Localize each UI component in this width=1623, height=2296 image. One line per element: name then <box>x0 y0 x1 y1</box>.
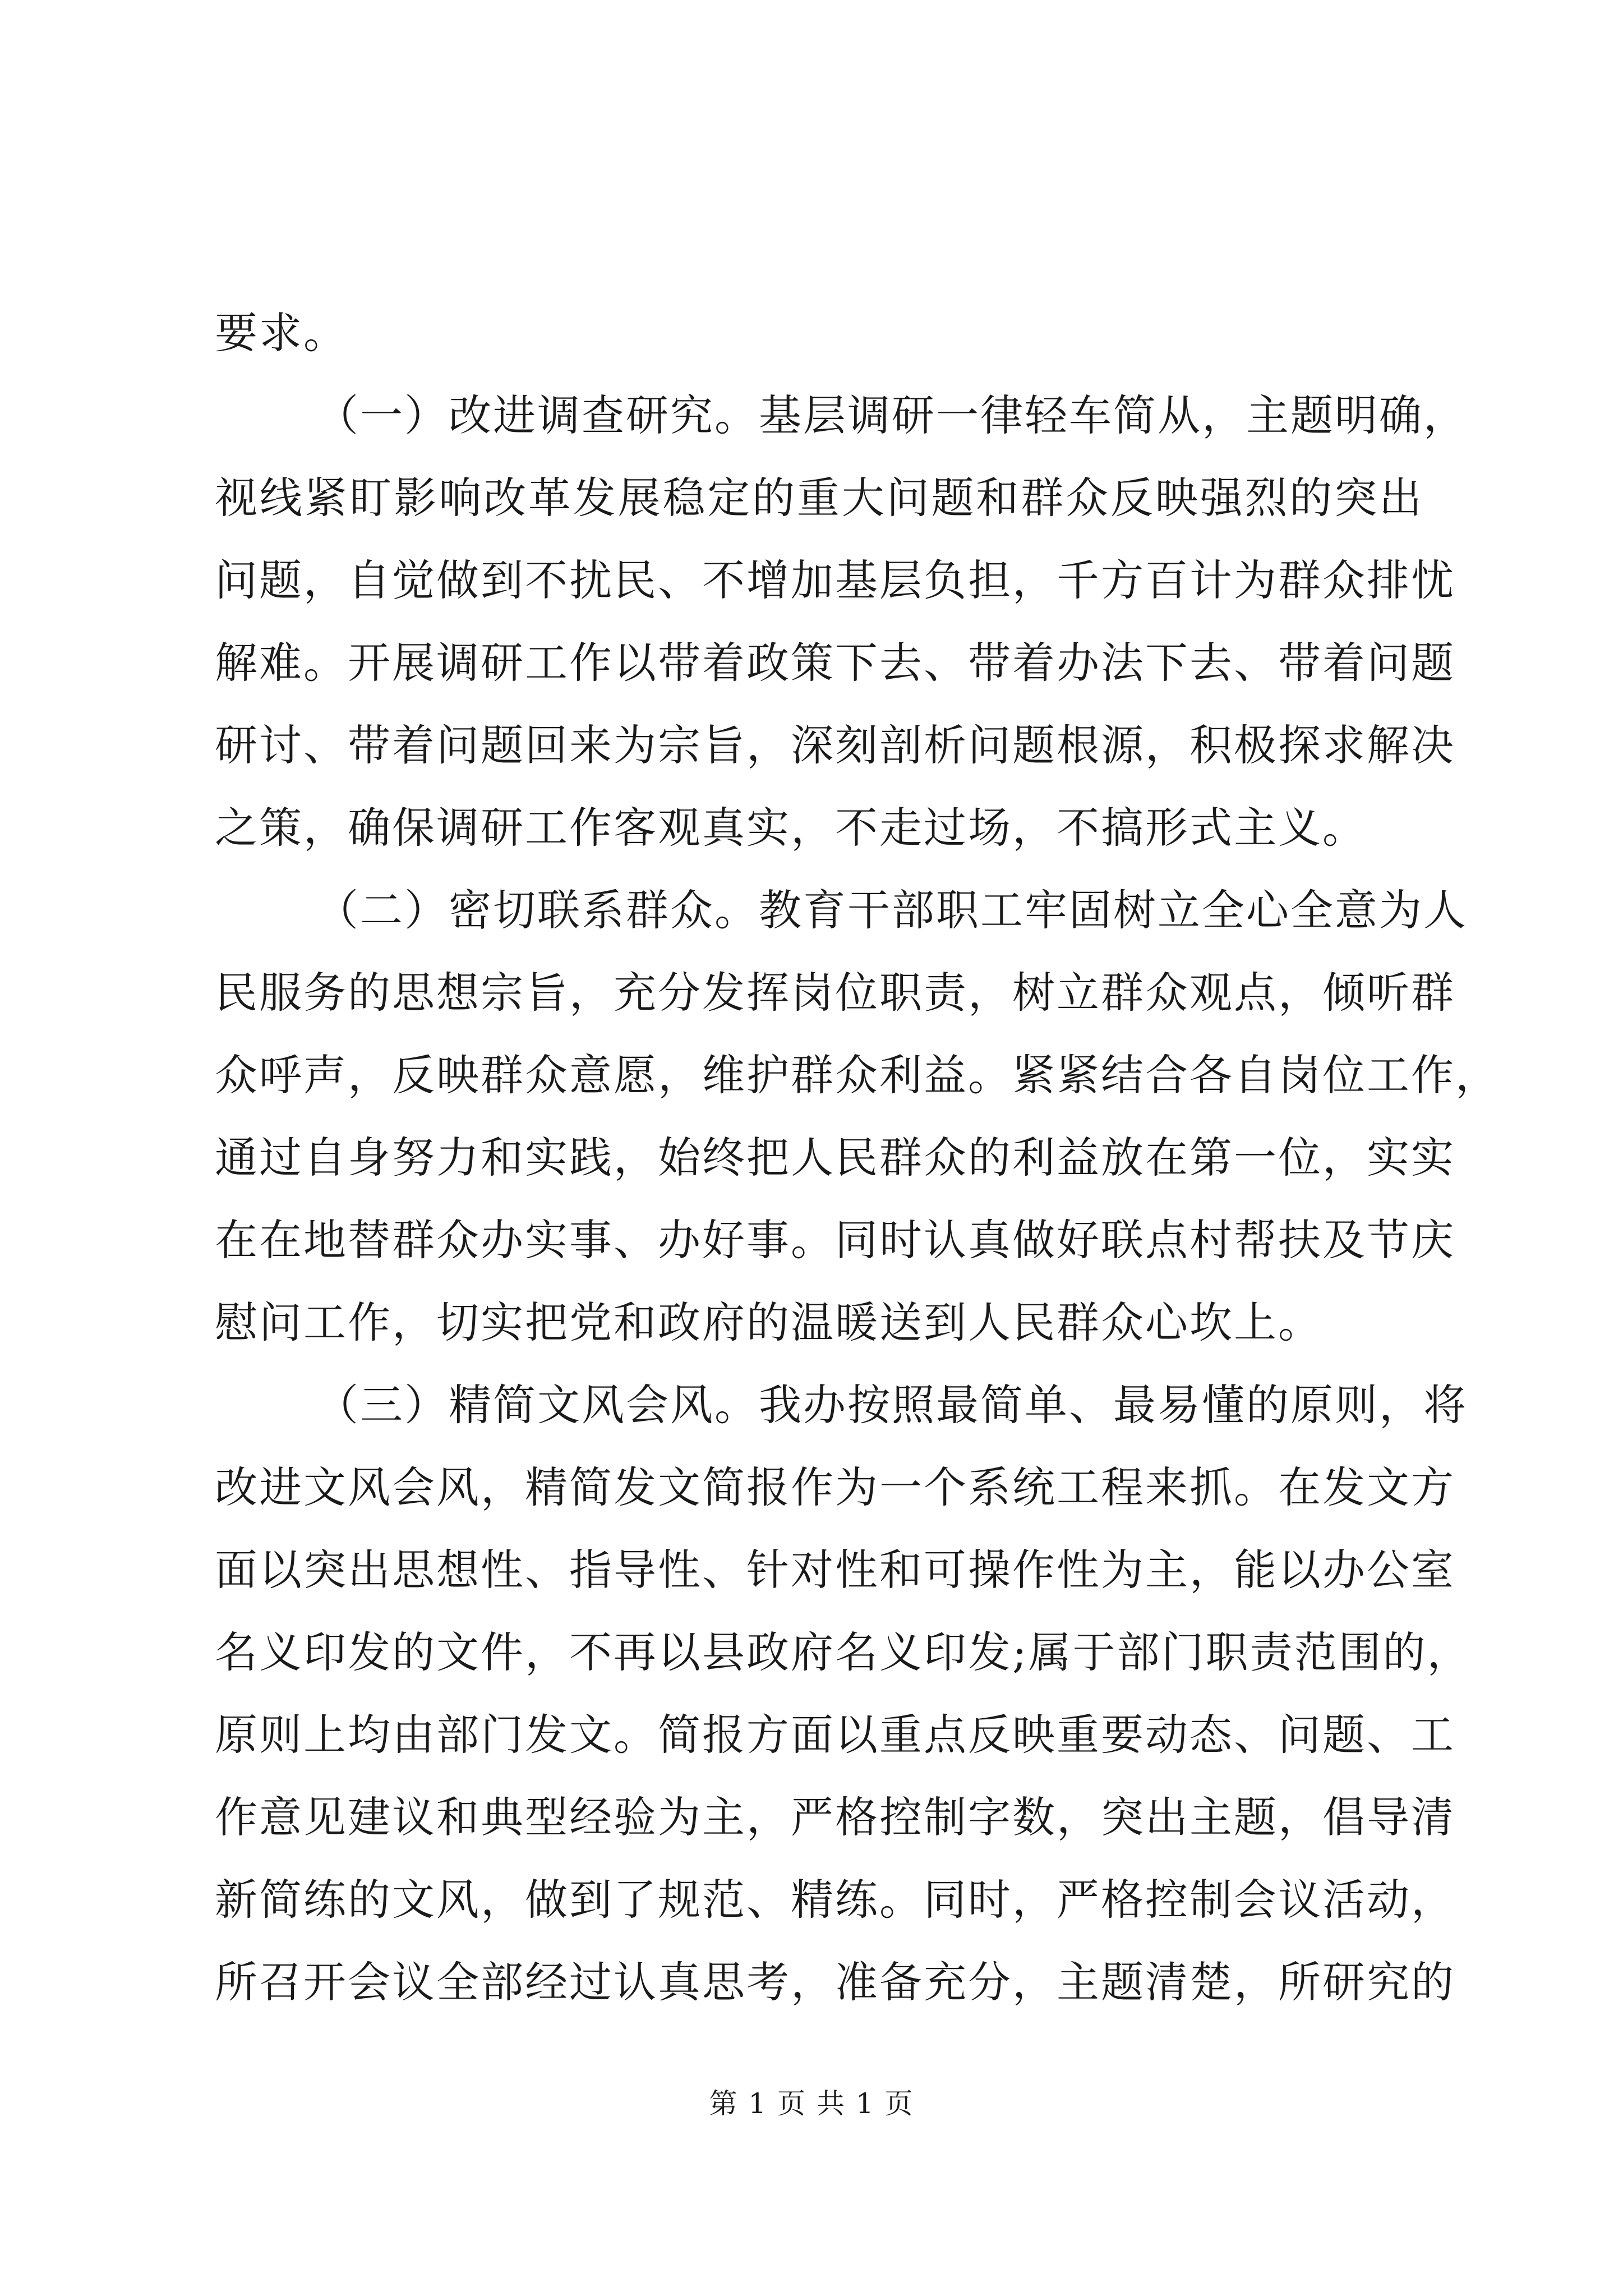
text-line: 民服务的思想宗旨，充分发挥岗位职责，树立群众观点，倾听群 <box>215 968 1455 1018</box>
text-line: 原则上均由部门发文。简报方面以重点反映重要动态、问题、工 <box>215 1710 1455 1760</box>
text-line: 众呼声，反映群众意愿，维护群众利益。紧紧结合各自岗位工作， <box>215 1050 1500 1100</box>
text-line: 在在地替群众办实事、办好事。同时认真做好联点村帮扶及节庆 <box>215 1215 1455 1265</box>
text-line: 要求。 <box>215 308 348 358</box>
text-line: 新简练的文风，做到了规范、精练。同时，严格控制会议活动， <box>215 1875 1455 1925</box>
text-line: 名义印发的文件，不再以县政府名义印发;属于部门职责范围的， <box>215 1627 1472 1677</box>
text-line: 研讨、带着问题回来为宗旨，深刻剖析问题根源，积极探求解决 <box>215 720 1455 770</box>
text-line: 之策，确保调研工作客观真实，不走过场，不搞形式主义。 <box>215 803 1367 853</box>
text-line: 视线紧盯影响改革发展稳定的重大问题和群众反映强烈的突出 <box>215 473 1423 523</box>
text-line: 面以突出思想性、指导性、针对性和可操作性为主，能以办公室 <box>215 1545 1455 1595</box>
page-number: 第 1 页 共 1 页 <box>709 2087 914 2120</box>
page-footer <box>0 2087 1623 2120</box>
text-line: 所召开会议全部经过认真思考，准备充分，主题清楚，所研究的 <box>215 1957 1455 2007</box>
paragraph-heading-line: （一）改进调查研究。基层调研一律轻车简从，主题明确， <box>316 390 1468 440</box>
text-line: 解难。开展调研工作以带着政策下去、带着办法下去、带着问题 <box>215 638 1455 688</box>
text-line: 通过自身努力和实践，始终把人民群众的利益放在第一位，实实 <box>215 1133 1455 1182</box>
document-body <box>215 292 1500 2023</box>
text-line: 问题，自觉做到不扰民、不增加基层负担，千方百计为群众排忧 <box>215 555 1455 605</box>
text-line: 作意见建议和典型经验为主，严格控制字数，突出主题，倡导清 <box>215 1792 1455 1842</box>
text-line: 慰问工作，切实把党和政府的温暖送到人民群众心坎上。 <box>215 1297 1322 1347</box>
paragraph-heading-line: （二）密切联系群众。教育干部职工牢固树立全心全意为人 <box>316 885 1468 935</box>
text-line: 改进文风会风，精简发文简报作为一个系统工程来抓。在发文方 <box>215 1462 1455 1512</box>
paragraph-heading-line: （三）精简文风会风。我办按照最简单、最易懂的原则，将 <box>316 1380 1468 1430</box>
